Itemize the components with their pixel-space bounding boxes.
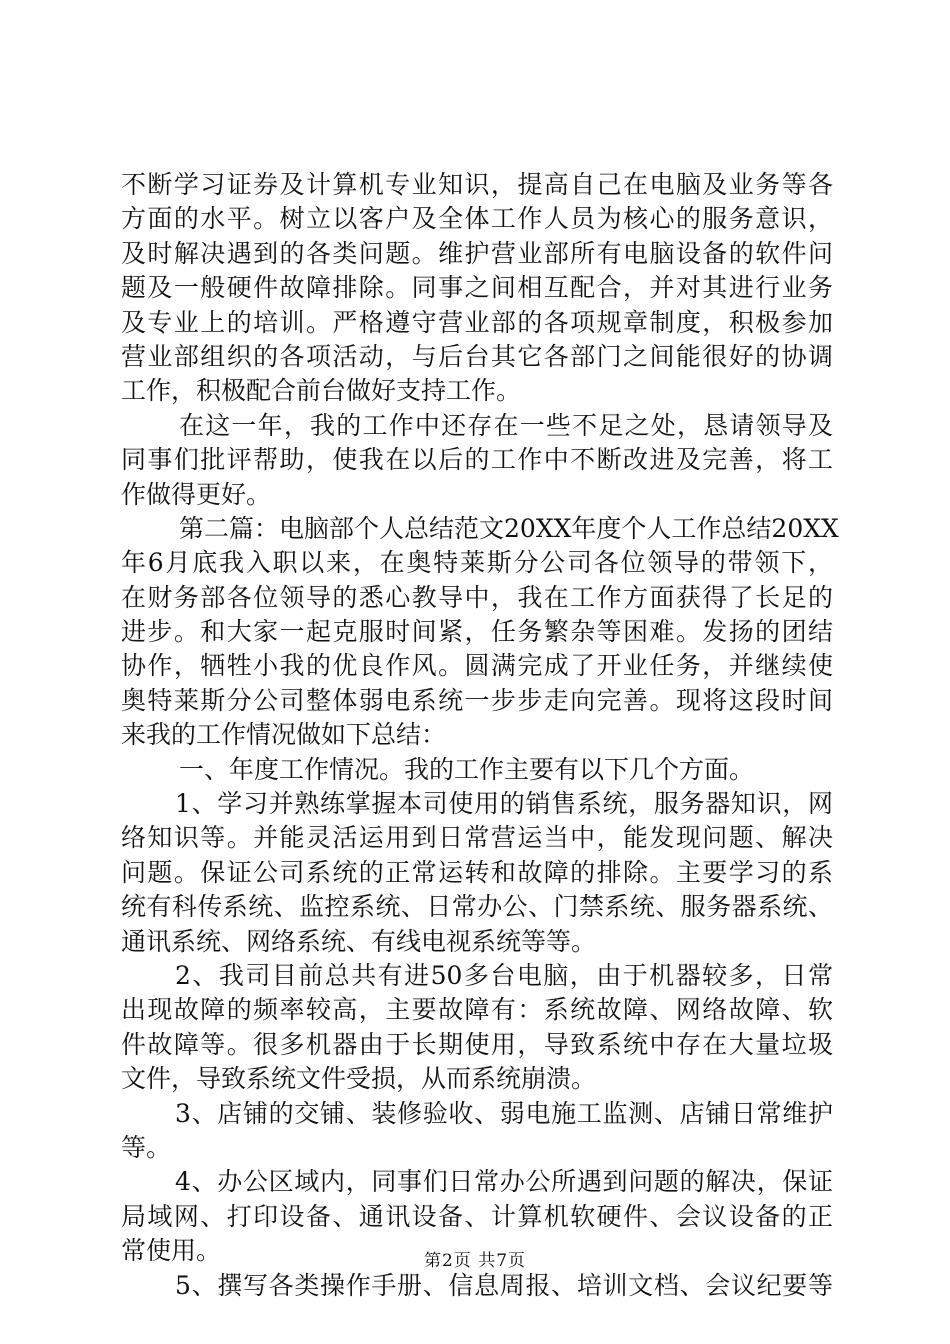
text-line: 4、办公区域内，同事们日常办公所遇到问题的解决，保证	[175, 1167, 833, 1197]
text-line: 文件，导致系统文件受损，从而系统崩溃。	[121, 1064, 597, 1094]
text-line: 局域网、打印设备、通讯设备、计算机软硬件、会议设备的正	[121, 1201, 833, 1231]
text-line: 1、学习并熟练掌握本司使用的销售系统，服务器知识，网	[175, 789, 833, 819]
text-line: 在这一年，我的工作中还存在一些不足之处，恳请领导及	[179, 410, 833, 440]
text-line: 及时解决遇到的各类问题。维护营业部所有电脑设备的软件问	[121, 238, 833, 268]
text-line: 2、我司目前总共有进50多台电脑，由于机器较多，日常	[175, 960, 833, 990]
text-line: 3、店铺的交铺、装修验收、弱电施工监测、店铺日常维护	[175, 1098, 833, 1128]
text-line: 出现故障的频率较高，主要故障有：系统故障、网络故障、软	[121, 995, 833, 1025]
text-line: 作做得更好。	[121, 479, 272, 509]
text-line: 及专业上的培训。严格遵守营业部的各项规章制度，积极参加	[121, 307, 833, 337]
text-line: 通讯系统、网络系统、有线电视系统等等。	[121, 926, 597, 956]
text-line: 营业部组织的各项活动，与后台其它各部门之间能很好的协调	[121, 341, 833, 371]
text-line: 协作，牺牲小我的优良作风。圆满完成了开业任务，并继续使	[121, 651, 833, 681]
document-body	[121, 168, 839, 1303]
text-line: 奥特莱斯分公司整体弱电系统一步步走向完善。现将这段时间	[121, 685, 833, 715]
text-line: 进步。和大家一起克服时间紧，任务繁杂等困难。发扬的团结	[121, 617, 833, 647]
text-line: 题及一般硬件故障排除。同事之间相互配合，并对其进行业务	[121, 273, 833, 303]
text-line: 等。	[121, 1132, 172, 1162]
text-line: 常使用。	[121, 1236, 222, 1266]
text-line: 不断学习证券及计算机专业知识，提高自己在电脑及业务等各	[121, 170, 833, 199]
page-number-footer: 第2页 共7页	[423, 1251, 527, 1271]
text-line: 工作，积极配合前台做好支持工作。	[121, 376, 522, 406]
text-line: 年6月底我入职以来，在奥特莱斯分公司各位领导的带领下，	[121, 548, 833, 578]
text-line: 在财务部各位领导的悉心教导中，我在工作方面获得了长足的	[121, 582, 833, 612]
text-line: 一、年度工作情况。我的工作主要有以下几个方面。	[179, 754, 755, 784]
text-line: 件故障等。很多机器由于长期使用，导致系统中存在大量垃圾	[121, 1029, 833, 1059]
section-heading-line: 第二篇：电脑部个人总结范文20XX年度个人工作总结20XX	[179, 513, 839, 543]
text-line: 来我的工作情况做如下总结：	[121, 720, 447, 750]
text-line: 统有科传系统、监控系统、日常办公、门禁系统、服务器系统、	[121, 892, 833, 922]
text-line: 络知识等。并能灵活运用到日常营运当中，能发现问题、解决	[121, 823, 833, 853]
text-line: 问题。保证公司系统的正常运转和故障的排除。主要学习的系	[121, 857, 833, 887]
text-line: 5、撰写各类操作手册、信息周报、培训文档、会议纪要等	[175, 1270, 833, 1300]
text-line: 方面的水平。树立以客户及全体工作人员为核心的服务意识，	[121, 204, 833, 234]
text-line: 同事们批评帮助，使我在以后的工作中不断改进及完善，将工	[121, 445, 833, 475]
